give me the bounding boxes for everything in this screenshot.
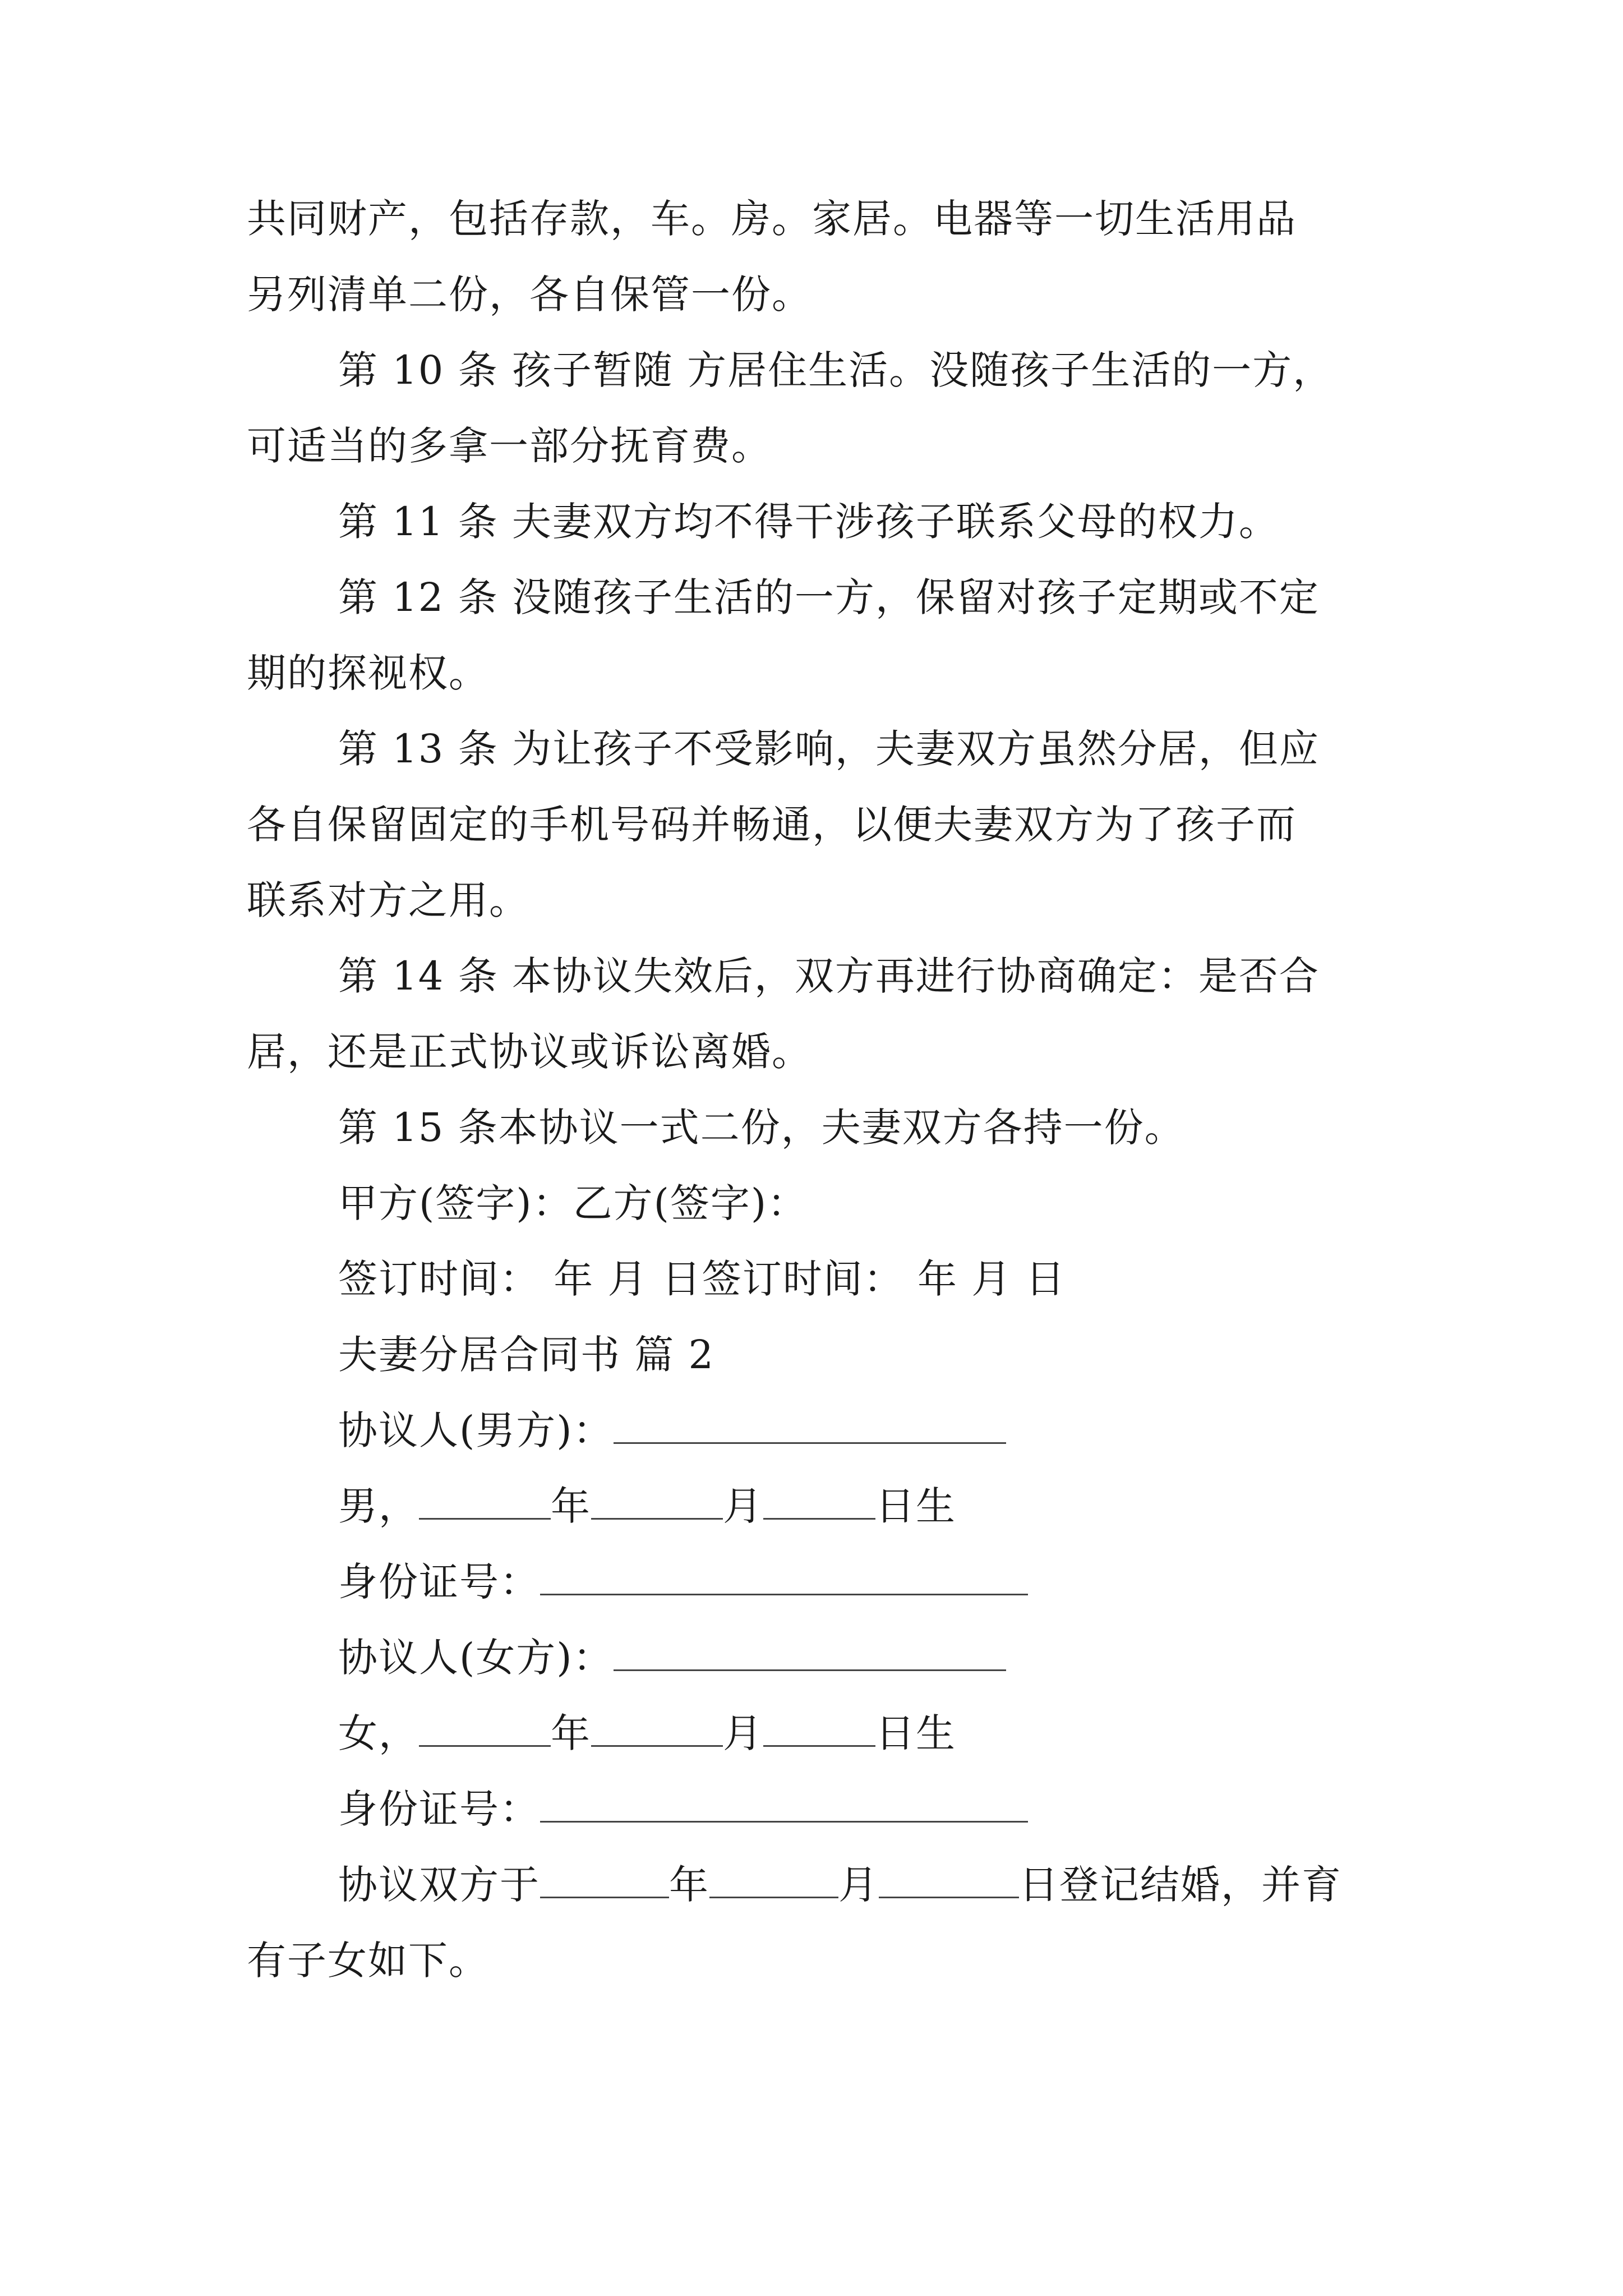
- article-14-line-2: 居，还是正式协议或诉讼离婚。: [247, 1029, 812, 1075]
- id-label: 身份证号：: [338, 1559, 540, 1605]
- birth-day-label: 日生: [875, 1710, 956, 1756]
- section-heading: 夫妻分居合同书 篇 2: [338, 1332, 715, 1378]
- woman-birth-row: [338, 1705, 956, 1761]
- article-10-line-1: 第 10 条 孩子暂随 方居住生活。没随孩子生活的一方，: [338, 347, 1334, 393]
- article-10-line-2: 可适当的多拿一部分抚育费。: [247, 423, 772, 469]
- register-end-line: 有子女如下。: [247, 1938, 489, 1984]
- woman-label: 协议人(女方)：: [338, 1635, 614, 1681]
- register-year-blank[interactable]: [540, 1863, 669, 1898]
- body-line-2: 另列清单二份，各自保管一份。: [247, 272, 812, 318]
- article-13-line-2: 各自保留固定的手机号码并畅通，以便夫妻双方为了孩子而: [247, 802, 1297, 848]
- id-label: 身份证号：: [338, 1786, 540, 1832]
- year-label: 年: [551, 1483, 591, 1529]
- woman-birth-month-blank[interactable]: [591, 1711, 723, 1747]
- man-birth-row: [338, 1478, 956, 1534]
- register-month-blank[interactable]: [709, 1863, 838, 1898]
- register-suffix: 日登记结婚，并育: [1019, 1862, 1342, 1908]
- signing-date-line: 签订时间： 年 月 日签订时间： 年 月 日: [338, 1256, 1066, 1302]
- woman-name-row: [338, 1630, 1006, 1686]
- man-birth-day-blank[interactable]: [763, 1484, 875, 1520]
- article-13-line-3: 联系对方之用。: [247, 877, 529, 923]
- month-label: 月: [723, 1483, 763, 1529]
- article-12-line-2: 期的探视权。: [247, 650, 489, 696]
- body-line-1: 共同财产，包括存款，车。房。家居。电器等一切生活用品: [247, 196, 1297, 242]
- woman-name-blank[interactable]: [614, 1636, 1006, 1671]
- man-birth-month-blank[interactable]: [591, 1484, 723, 1520]
- woman-id-blank[interactable]: [540, 1787, 1028, 1823]
- birth-day-label: 日生: [875, 1483, 956, 1529]
- signature-line: 甲方(签字)：乙方(签字)：: [338, 1180, 808, 1226]
- register-row: [338, 1857, 1342, 1913]
- article-14-line-1: 第 14 条 本协议失效后，双方再进行协商确定：是否合: [338, 953, 1320, 999]
- register-day-blank[interactable]: [879, 1863, 1019, 1898]
- month-label: 月: [838, 1862, 879, 1908]
- man-name-row: [338, 1402, 1006, 1458]
- man-birth-year-blank[interactable]: [419, 1484, 551, 1520]
- article-11-line: 第 11 条 夫妻双方均不得干涉孩子联系父母的权力。: [338, 499, 1279, 545]
- article-15-line: 第 15 条本协议一式二份，夫妻双方各持一份。: [338, 1105, 1185, 1151]
- man-label: 协议人(男方)：: [338, 1407, 614, 1453]
- article-13-line-1: 第 13 条 为让孩子不受影响，夫妻双方虽然分居，但应: [338, 726, 1320, 772]
- month-label: 月: [723, 1710, 763, 1756]
- man-id-row: [338, 1554, 1028, 1610]
- man-name-blank[interactable]: [614, 1409, 1006, 1444]
- year-label: 年: [669, 1862, 709, 1908]
- year-label: 年: [551, 1710, 591, 1756]
- woman-birth-day-blank[interactable]: [763, 1711, 875, 1747]
- man-gender-label: 男，: [338, 1483, 419, 1529]
- woman-birth-year-blank[interactable]: [419, 1711, 551, 1747]
- woman-gender-label: 女，: [338, 1710, 419, 1756]
- man-id-blank[interactable]: [540, 1560, 1028, 1595]
- article-12-line-1: 第 12 条 没随孩子生活的一方，保留对孩子定期或不定: [338, 574, 1320, 620]
- woman-id-row: [338, 1781, 1028, 1837]
- register-prefix: 协议双方于: [338, 1862, 540, 1908]
